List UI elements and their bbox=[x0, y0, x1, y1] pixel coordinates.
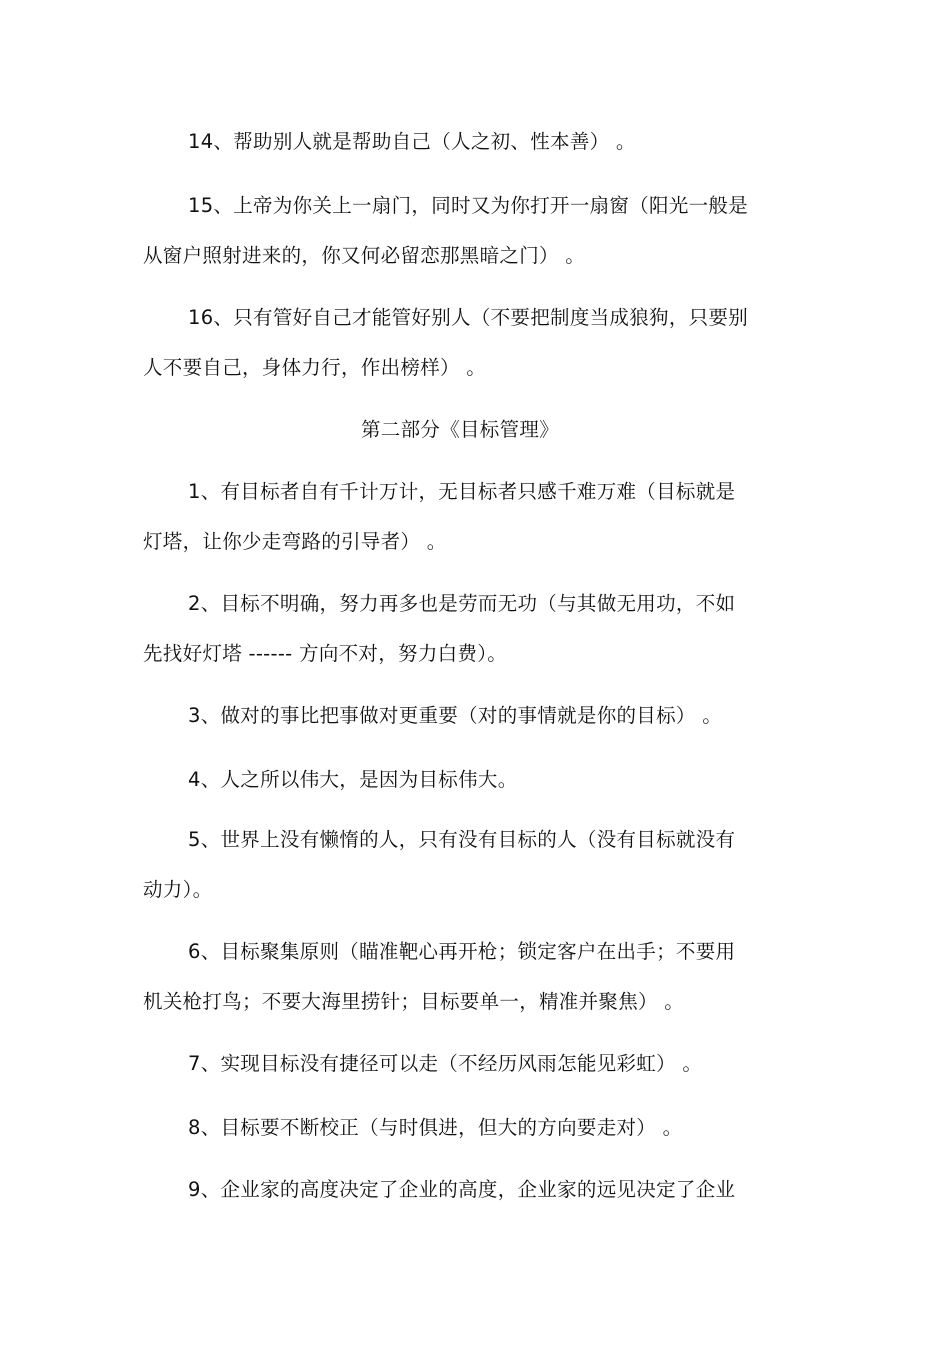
goal-item-1-line-1: 1、有目标者自有千计万计，无目标者只感千难万难（目标就是 bbox=[188, 480, 736, 503]
section-heading: 第二部分《目标管理》 bbox=[361, 418, 560, 441]
item-14: 14、帮助别人就是帮助自己（人之初、性本善） 。 bbox=[188, 130, 636, 153]
goal-item-9-line-1: 9、企业家的高度决定了企业的高度，企业家的远见决定了企业 bbox=[188, 1178, 736, 1201]
item-15-line-2: 从窗户照射进来的，你又何必留恋那黑暗之门） 。 bbox=[143, 244, 586, 267]
goal-item-5-line-1: 5、世界上没有懒惰的人，只有没有目标的人（没有目标就没有 bbox=[188, 828, 736, 851]
goal-item-7: 7、实现目标没有捷径可以走（不经历风雨怎能见彩虹） 。 bbox=[188, 1052, 703, 1075]
goal-item-2-line-1: 2、目标不明确，努力再多也是劳而无功（与其做无用功，不如 bbox=[188, 592, 736, 615]
item-15-line-1: 15、上帝为你关上一扇门，同时又为你打开一扇窗（阳光一般是 bbox=[188, 194, 749, 217]
goal-item-8: 8、目标要不断校正（与时俱进，但大的方向要走对） 。 bbox=[188, 1116, 683, 1139]
goal-item-3: 3、做对的事比把事做对更重要（对的事情就是你的目标） 。 bbox=[188, 704, 723, 727]
goal-item-5-line-2: 动力）。 bbox=[143, 878, 213, 901]
goal-item-2-line-2: 先找好灯塔 ------ 方向不对，努力白费）。 bbox=[143, 642, 508, 665]
goal-item-6-line-2: 机关枪打鸟；不要大海里捞针；目标要单一，精准并聚焦） 。 bbox=[143, 990, 685, 1013]
goal-item-4: 4、人之所以伟大，是因为目标伟大。 bbox=[188, 768, 518, 791]
goal-item-1-line-2: 灯塔，让你少走弯路的引导者） 。 bbox=[143, 530, 447, 553]
item-16-line-1: 16、只有管好自己才能管好别人（不要把制度当成狼狗，只要别 bbox=[188, 306, 749, 329]
goal-item-6-line-1: 6、目标聚集原则（瞄准靶心再开枪；锁定客户在出手；不要用 bbox=[188, 940, 736, 963]
item-16-line-2: 人不要自己，身体力行，作出榜样） 。 bbox=[143, 356, 487, 379]
